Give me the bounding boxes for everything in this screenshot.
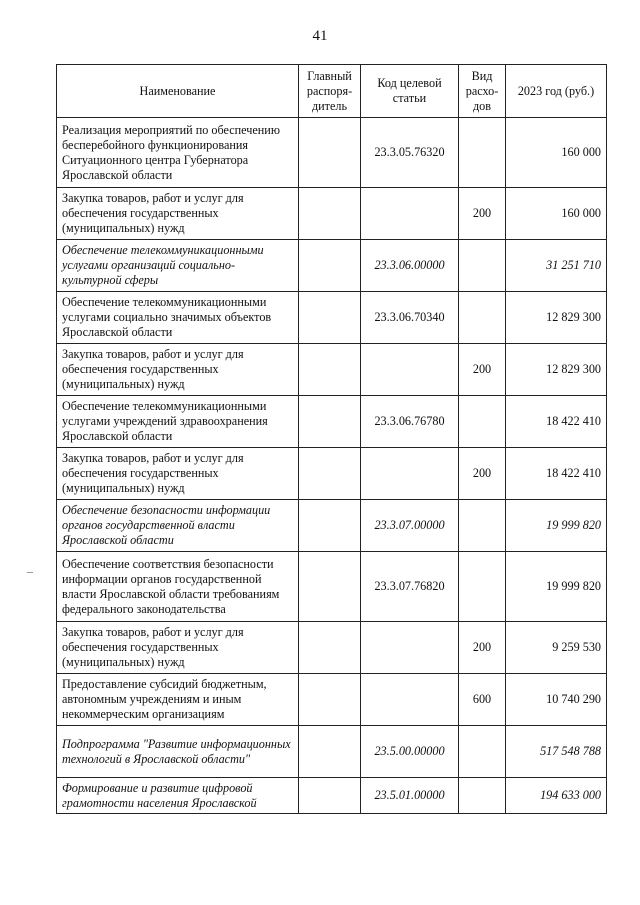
cell-type xyxy=(459,778,506,814)
cell-amount: 160 000 xyxy=(506,118,607,188)
header-manager: Главный распоря-дитель xyxy=(299,65,361,118)
header-code: Код целевой статьи xyxy=(361,65,459,118)
table-row xyxy=(57,448,607,500)
cell-name: Обеспечение телекоммуникационными услугами учреждений здравоохранения Ярославской области xyxy=(57,396,299,448)
cell-amount: 19 999 820 xyxy=(506,500,607,552)
table-row xyxy=(57,118,607,188)
cell-type: 200 xyxy=(459,448,506,500)
table-row xyxy=(57,344,607,396)
table-row xyxy=(57,188,607,240)
cell-name: Подпрограмма "Развитие информационных технологий в Ярославской области" xyxy=(57,726,299,778)
table-row xyxy=(57,240,607,292)
budget-table xyxy=(56,64,607,814)
cell-name: Обеспечение соответствия безопасности информации органов государственной власти Ярославской области требованиям федерального законодательства xyxy=(57,552,299,622)
table-row xyxy=(57,396,607,448)
cell-type xyxy=(459,292,506,344)
cell-amount: 12 829 300 xyxy=(506,344,607,396)
cell-amount: 160 000 xyxy=(506,188,607,240)
cell-code: 23.3.07.00000 xyxy=(361,500,459,552)
cell-manager xyxy=(299,240,361,292)
cell-type: 200 xyxy=(459,622,506,674)
cell-manager xyxy=(299,622,361,674)
table-row xyxy=(57,552,607,622)
cell-amount: 18 422 410 xyxy=(506,448,607,500)
page-number: 41 xyxy=(312,28,328,44)
cell-manager xyxy=(299,448,361,500)
table-row xyxy=(57,622,607,674)
cell-amount: 10 740 290 xyxy=(506,674,607,726)
table-row xyxy=(57,778,607,814)
cell-manager xyxy=(299,292,361,344)
cell-code: 23.3.06.76780 xyxy=(361,396,459,448)
cell-name: Предоставление субсидий бюджетным, автономным учреждениям и иным некоммерческим организациям xyxy=(57,674,299,726)
cell-name: Реализация мероприятий по обеспечению бесперебойного функционирования Ситуационного центра Губернатора Ярославской области xyxy=(57,118,299,188)
cell-manager xyxy=(299,726,361,778)
table-row xyxy=(57,726,607,778)
cell-amount: 9 259 530 xyxy=(506,622,607,674)
cell-code xyxy=(361,188,459,240)
cell-manager xyxy=(299,118,361,188)
cell-amount: 31 251 710 xyxy=(506,240,607,292)
cell-code xyxy=(361,344,459,396)
cell-manager xyxy=(299,188,361,240)
table-row xyxy=(57,500,607,552)
header-type: Вид расхо-дов xyxy=(459,65,506,118)
cell-amount: 18 422 410 xyxy=(506,396,607,448)
cell-type xyxy=(459,552,506,622)
cell-type xyxy=(459,396,506,448)
table-body xyxy=(57,118,607,814)
cell-manager xyxy=(299,344,361,396)
cell-code: 23.5.01.00000 xyxy=(361,778,459,814)
cell-type xyxy=(459,240,506,292)
cell-manager xyxy=(299,778,361,814)
cell-manager xyxy=(299,500,361,552)
cell-name: Обеспечение телекоммуникационными услугами социально значимых объектов Ярославской области xyxy=(57,292,299,344)
cell-name: Закупка товаров, работ и услуг для обеспечения государственных (муниципальных) нужд xyxy=(57,188,299,240)
cell-type: 600 xyxy=(459,674,506,726)
cell-code xyxy=(361,674,459,726)
table-row xyxy=(57,292,607,344)
cell-code: 23.3.06.70340 xyxy=(361,292,459,344)
cell-amount: 517 548 788 xyxy=(506,726,607,778)
cell-type: 200 xyxy=(459,344,506,396)
cell-code: 23.3.06.00000 xyxy=(361,240,459,292)
cell-name: Закупка товаров, работ и услуг для обеспечения государственных (муниципальных) нужд xyxy=(57,448,299,500)
cell-amount: 12 829 300 xyxy=(506,292,607,344)
table-row xyxy=(57,674,607,726)
cell-type xyxy=(459,726,506,778)
cell-name: Обеспечение безопасности информации органов государственной власти Ярославской области xyxy=(57,500,299,552)
margin-mark xyxy=(27,572,33,573)
table-header-row xyxy=(57,65,607,118)
cell-name: Закупка товаров, работ и услуг для обеспечения государственных (муниципальных) нужд xyxy=(57,344,299,396)
cell-manager xyxy=(299,396,361,448)
cell-type xyxy=(459,500,506,552)
cell-type: 200 xyxy=(459,188,506,240)
cell-manager xyxy=(299,674,361,726)
cell-amount: 194 633 000 xyxy=(506,778,607,814)
header-name: Наименование xyxy=(57,65,299,118)
cell-name: Формирование и развитие цифровой грамотности населения Ярославской xyxy=(57,778,299,814)
cell-code xyxy=(361,448,459,500)
cell-code: 23.5.00.00000 xyxy=(361,726,459,778)
cell-name: Обеспечение телекоммуникационными услугами организаций социально-культурной сферы xyxy=(57,240,299,292)
cell-amount: 19 999 820 xyxy=(506,552,607,622)
cell-type xyxy=(459,118,506,188)
header-amount: 2023 год (руб.) xyxy=(506,65,607,118)
cell-name: Закупка товаров, работ и услуг для обеспечения государственных (муниципальных) нужд xyxy=(57,622,299,674)
cell-manager xyxy=(299,552,361,622)
cell-code: 23.3.05.76320 xyxy=(361,118,459,188)
cell-code: 23.3.07.76820 xyxy=(361,552,459,622)
cell-code xyxy=(361,622,459,674)
